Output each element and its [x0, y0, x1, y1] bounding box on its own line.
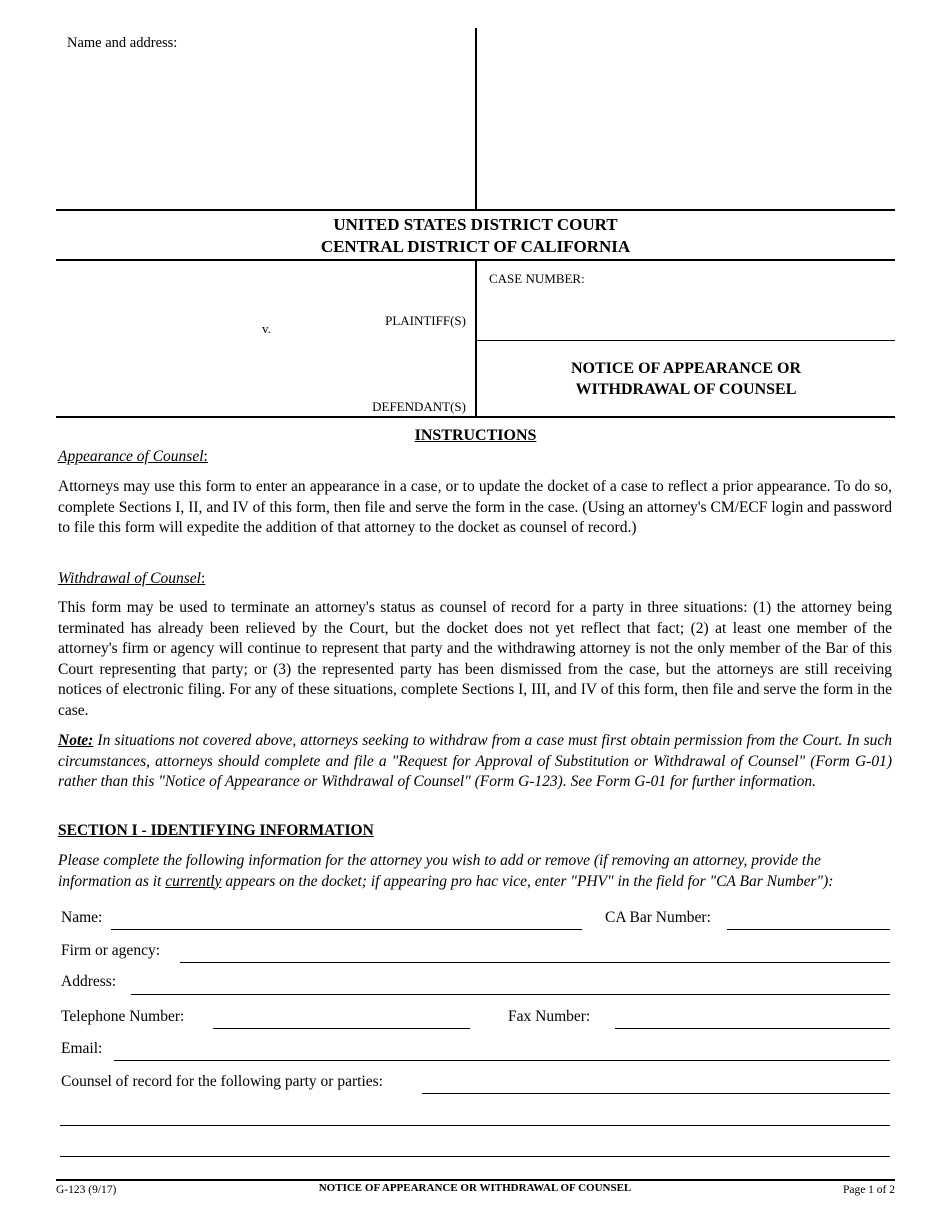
name-label: Name:: [61, 909, 103, 926]
footer-rule: [56, 1179, 895, 1181]
counsel-for-label: Counsel of record for the following party or parties:: [61, 1073, 383, 1090]
withdrawal-heading: Withdrawal of Counsel:: [58, 570, 206, 587]
form-title: [477, 358, 895, 400]
firm-field[interactable]: [180, 962, 890, 963]
versus-label: v.: [262, 321, 271, 336]
name-field[interactable]: [111, 929, 582, 930]
telephone-field[interactable]: [213, 1028, 470, 1029]
address-label: Address:: [61, 973, 117, 990]
email-label: Email:: [61, 1040, 103, 1057]
fax-field[interactable]: [615, 1028, 890, 1029]
ca-bar-label: CA Bar Number:: [605, 909, 711, 926]
telephone-label: Telephone Number:: [61, 1008, 185, 1025]
email-field[interactable]: [114, 1060, 890, 1061]
footer-page: Page 1 of 2: [842, 1184, 895, 1196]
counsel-for-field-line3[interactable]: [60, 1156, 890, 1157]
name-address-label: Name and address:: [67, 35, 178, 51]
appearance-paragraph: Attorneys may use this form to enter an appearance in a case, or to update the docket of a case to reflect a prior appearance. To do so, complete Sections I, II, and IV of this form, then file and serve the form in the case. (Using an attorney's CM/ECF login and password to file this form will expedite the addition of that attorney to the docket as counsel of record.): [58, 478, 892, 536]
plaintiff-label: PLAINTIFF(S): [385, 313, 466, 328]
section1-intro-part2: appears on the docket; if appearing pro hac vice, enter "PHV" in the field for "CA Bar Number"):: [221, 872, 834, 890]
defendant-label: DEFENDANT(S): [372, 399, 466, 414]
court-line1: UNITED STATES DISTRICT COURT: [333, 215, 618, 234]
section1-intro-part1: Please complete the following information for the attorney you wish to add or remove (if removing an attorney, provide the information as it: [58, 852, 821, 890]
address-field[interactable]: [131, 994, 890, 995]
footer-form-id: G-123 (9/17): [56, 1184, 117, 1196]
note-label: Note:: [58, 732, 94, 749]
appearance-heading: Appearance of Counsel:: [58, 448, 208, 465]
header-divider: [475, 28, 477, 210]
section1-heading: SECTION I - IDENTIFYING INFORMATION: [58, 822, 374, 839]
counsel-for-field-line2[interactable]: [60, 1125, 890, 1126]
firm-label: Firm or agency:: [61, 942, 161, 959]
case-number-label: CASE NUMBER:: [489, 271, 585, 286]
caption-bottom-rule: [56, 416, 895, 418]
section1-intro-emph: currently: [165, 872, 222, 890]
withdrawal-heading-text: Withdrawal of Counsel: [58, 570, 201, 587]
court-line2: CENTRAL DISTRICT OF CALIFORNIA: [320, 237, 631, 256]
appearance-heading-text: Appearance of Counsel: [58, 448, 204, 465]
form-title-line2: WITHDRAWAL OF COUNSEL: [575, 381, 797, 398]
court-title: [56, 214, 895, 258]
note-paragraph: [58, 731, 892, 793]
form-title-line1: NOTICE OF APPEARANCE OR: [570, 360, 802, 377]
note-text: In situations not covered above, attorneys seeking to withdraw from a case must first obtain permission from the Court. In such circumstances, attorneys should complete and file a "Request for Approval of Substitution or Withdrawal of Counsel" (Form G-01) rather than this "Notice of Appearance or Withdrawal of Counsel" (Form G-123). See Form G-01 for further information.: [58, 732, 892, 790]
counsel-for-field[interactable]: [422, 1093, 890, 1094]
ca-bar-field[interactable]: [727, 929, 890, 930]
footer-form-title: NOTICE OF APPEARANCE OR WITHDRAWAL OF COUNSEL: [318, 1182, 632, 1194]
withdrawal-paragraph: This form may be used to terminate an attorney's status as counsel of record for a party in three situations: (1) the attorney being terminated has already been relieved by the Court, but the docket does not yet reflect that fact; (2) at least one member of the attorney's firm or agency will continue to represent that party and the withdrawing attorney is not the only member of the Bar of this Court representing that party; or (3) the represented party has been dismissed from the case, but the attorneys are still receiving notices of electronic filing. For any of these situations, complete Sections I, III, and IV of this form, then file and serve the form in the case.: [58, 599, 892, 719]
instructions-heading: INSTRUCTIONS: [414, 427, 537, 444]
court-top-rule: [56, 209, 895, 211]
fax-label: Fax Number:: [508, 1008, 591, 1025]
case-number-rule: [477, 340, 895, 341]
section1-intro: [58, 851, 892, 892]
